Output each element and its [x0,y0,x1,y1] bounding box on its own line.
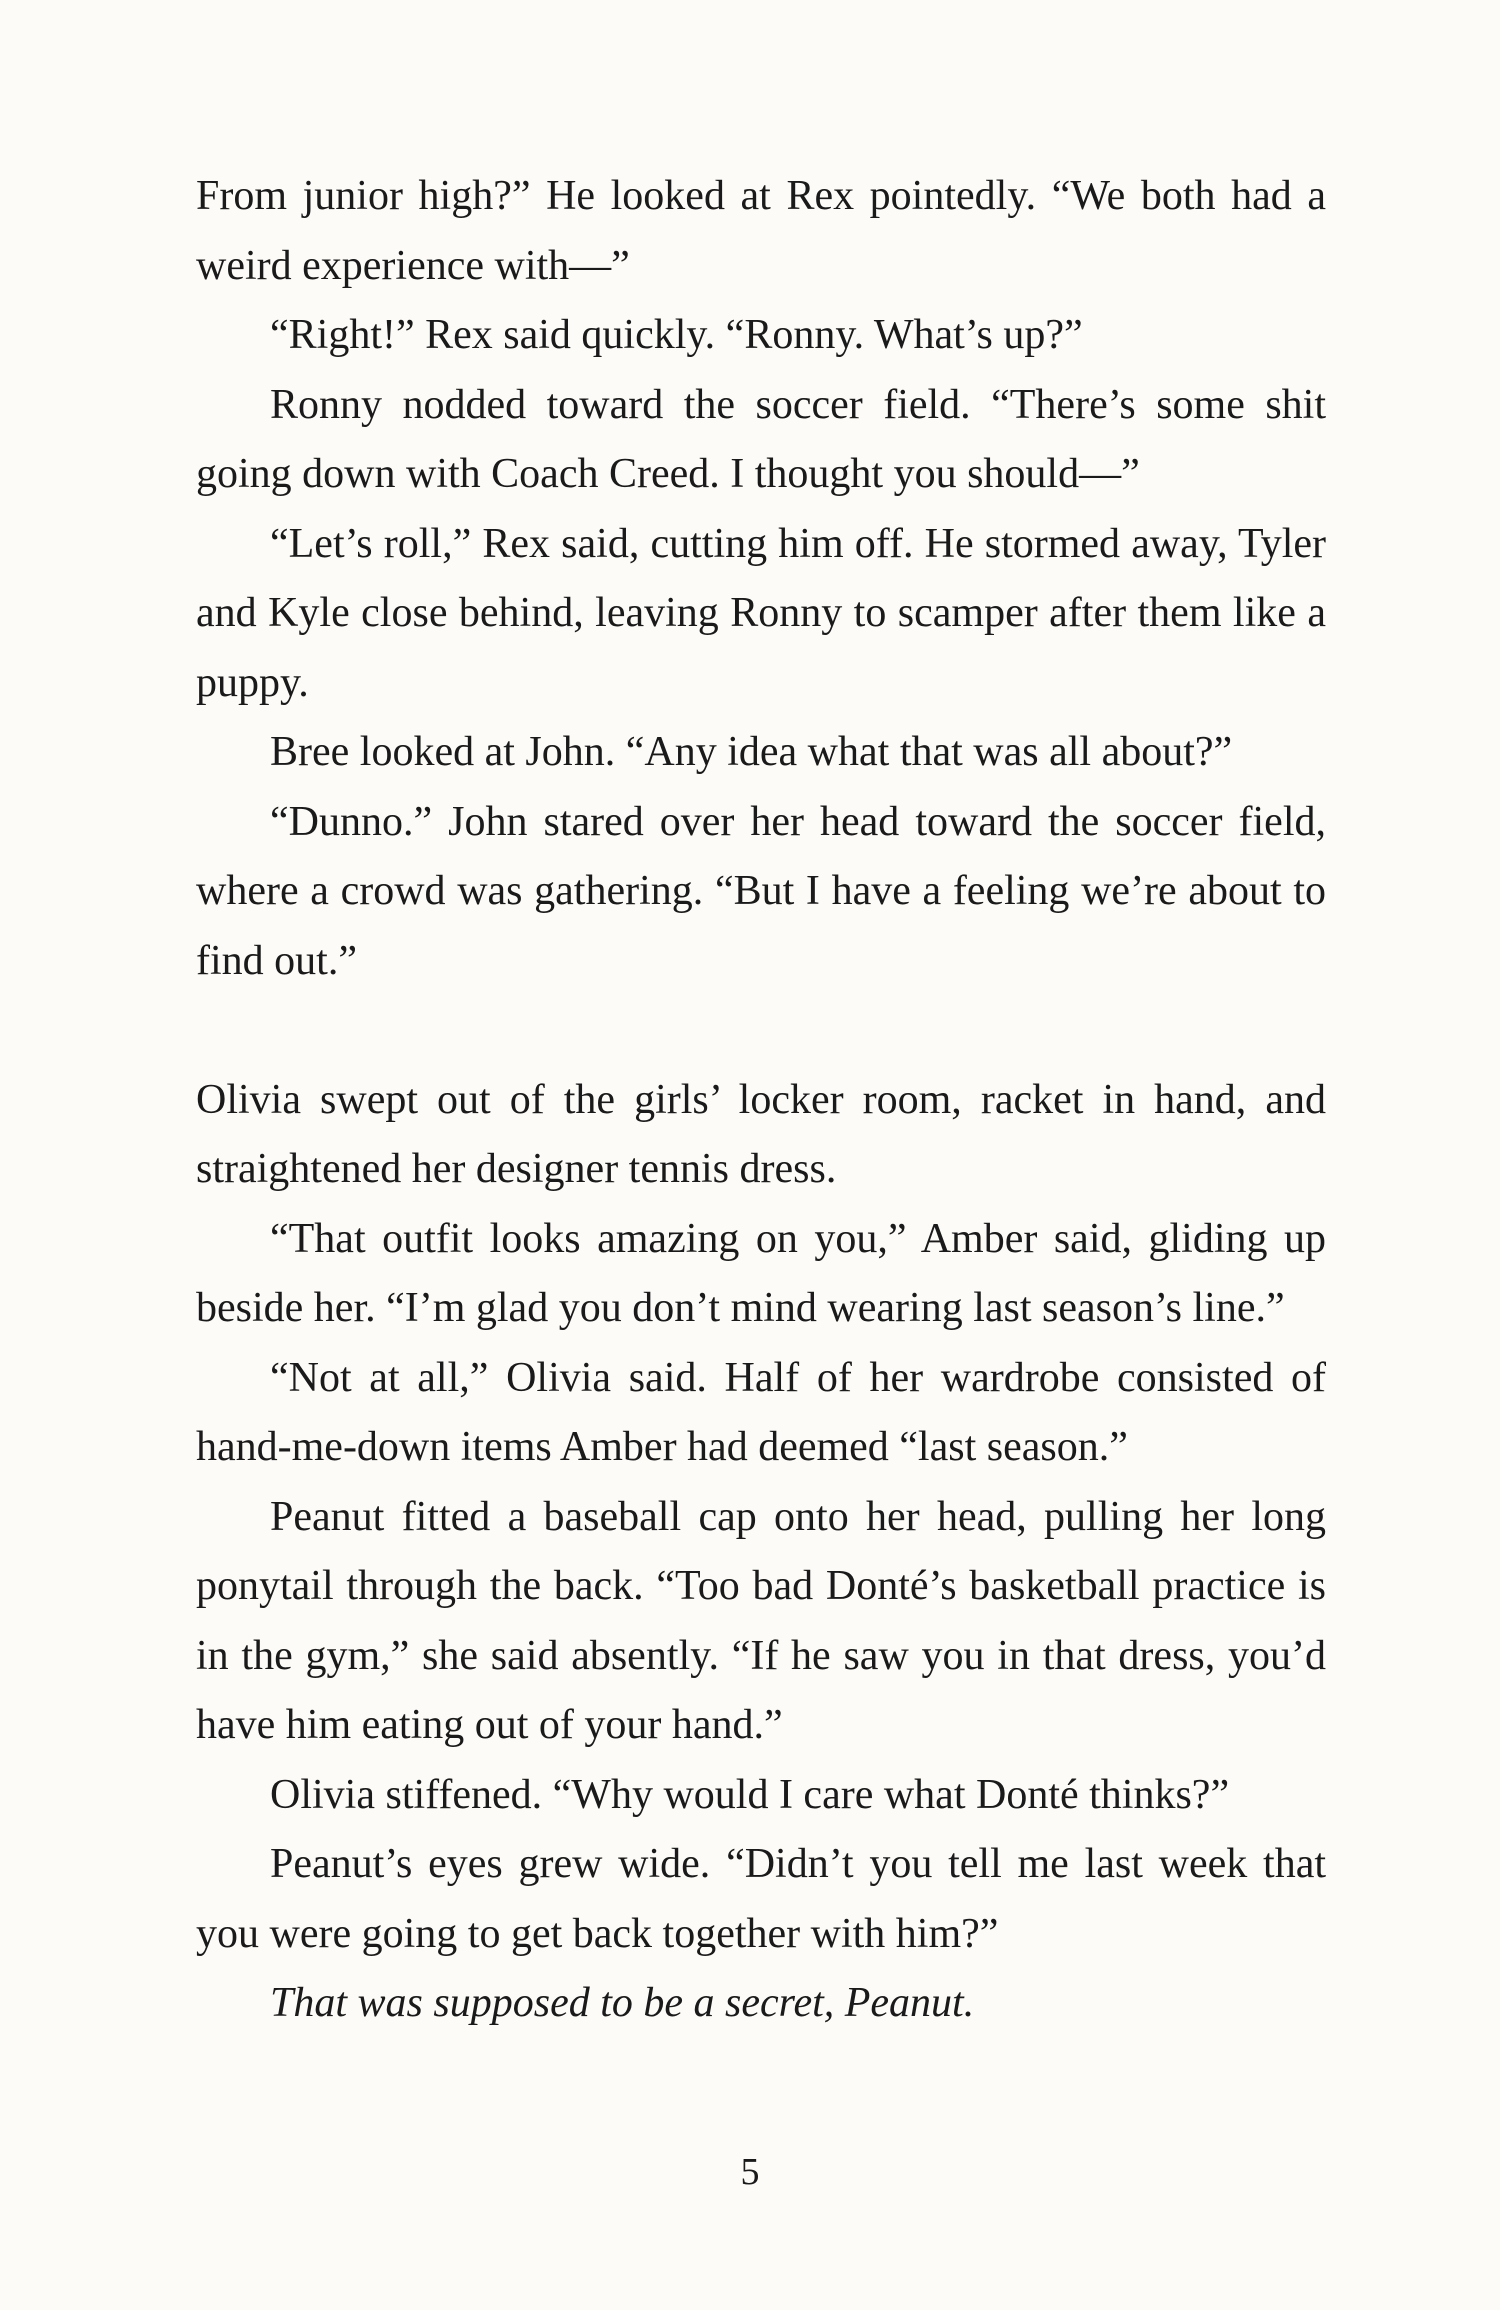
paragraph: Peanut’s eyes grew wide. “Didn’t you tell me last week that you were going to get back together with him?” [196,1841,1326,1957]
italic-thought-paragraph: That was supposed to be a secret, Peanut. [270,1980,975,2026]
paragraph: “Dunno.” John stared over her head toward the soccer field, where a crowd was gathering. “But I have a feeling we’re about to find out.” [196,798,1326,984]
paragraph: “That outfit looks amazing on you,” Amber said, gliding up beside her. “I’m glad you don’t mind wearing last season’s line.” [196,1215,1326,1331]
paragraph: Olivia stiffened. “Why would I care what Donté thinks?” [270,1771,1230,1818]
paragraph-continued: From junior high?” He looked at Rex pointedly. “We both had a weird experience with—” [196,173,1326,289]
paragraph: “Not at all,” Olivia said. Half of her wardrobe consisted of hand-me-down items Amber had deemed “last season.” [196,1354,1326,1470]
paragraph: Peanut fitted a baseball cap onto her head, pulling her long ponytail through the back. “Too bad Donté’s basketball practice is in the gym,” she said absently. “If he saw you in that dress, you’d have him eating out of your hand.” [196,1493,1326,1748]
paragraph: Bree looked at John. “Any idea what that was all about?” [270,729,1233,775]
page-body [196,162,1326,2039]
paragraph: Ronny nodded toward the soccer field. “There’s some shit going down with Coach Creed. I thought you should—” [196,381,1326,497]
paragraph: “Let’s roll,” Rex said, cutting him off. He stormed away, Tyler and Kyle close behind, leaving Ronny to scamper after them like a puppy. [196,520,1326,706]
section-opening-paragraph: Olivia swept out of the girls’ locker room, racket in hand, and straightened her designer tennis dress. [196,1076,1326,1192]
paragraph: “Right!” Rex said quickly. “Ronny. What’s up?” [270,312,1083,358]
page-number: 5 [740,2151,760,2193]
